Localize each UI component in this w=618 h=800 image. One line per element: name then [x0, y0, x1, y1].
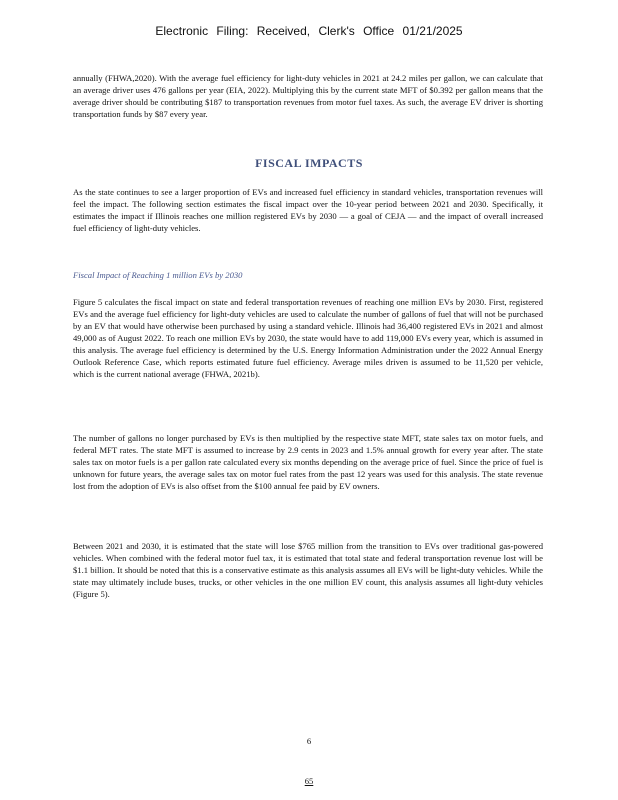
paragraph-section-intro: As the state continues to see a larger proportion of EVs and increased fuel efficiency in standard vehicles, transportation revenues will feel the impact. The following section estimates the fiscal impact over the 10-year period between 2021 and 2030. Specifically, it estimates the impact if Illinois reaches one million registered EVs by 2030 — a goal of CEJA — and the impact of overall increased fuel efficiency of light-duty vehicles. — [73, 187, 543, 233]
page-number: 6 — [306, 736, 312, 746]
section-subheading: Fiscal Impact of Reaching 1 million EVs by 2030 — [73, 270, 243, 280]
paragraph-revenue-loss: Between 2021 and 2030, it is estimated that the state will lose $765 million from the transition to EVs over traditional gas-powered vehicles. When combined with the federal motor fuel tax, it is estimated that total state and federal transportation revenue lost will be $1.1 billion. It should be noted that this is a conservative estimate as this analysis assumes all EVs will be light-duty vehicles. While the state may ultimately include buses, trucks, or other vehicles in the one million EV count, this analysis assumes all light-duty vehicles (Figure 5). — [73, 541, 543, 599]
paragraph-figure-5-method: Figure 5 calculates the fiscal impact on state and federal transportation revenues of reaching one million EVs by 2030. First, registered EVs and the average fuel efficiency for light-duty vehicles are used to calculate the number of gallons of fuel that will not be purchased by an EV that would have otherwise been purchased by using a standard vehicle. Illinois had 36,400 registered EVs in 2021 and almost 49,000 as of August 2022. To reach one million EVs by 2030, the state would have to add 119,000 EVs every year, which is assumed in this analysis. The average fuel efficiency is determined by the U.S. Energy Information Administration under the 2022 Annual Energy Outlook Reference Case, which reports estimated future fuel efficiency. Average miles driven is assumed to be 11,520 per vehicle, which is the current national average (FHWA, 2021b). — [73, 297, 543, 379]
exhibit-number: 65 — [304, 776, 314, 786]
filing-stamp-header: Electronic Filing: Received, Clerk's Office 01/21/2025 — [155, 24, 463, 38]
paragraph-average-driver-contribution: annually (FHWA,2020). With the average fuel efficiency for light-duty vehicles in 2021 at 24.2 miles per gallon, we can calculate that an average driver uses 476 gallons per year (EIA, 2022). Multiplying this by the current state MFT of $0.392 per gallon means that the average driver should be contributing $187 to transportation revenues from motor fuel taxes. As such, the average EV driver is shorting transportation funds by $87 every year. — [73, 73, 543, 119]
paragraph-tax-rates: The number of gallons no longer purchased by EVs is then multiplied by the respective state MFT, state sales tax on motor fuels, and federal MFT rates. The state MFT is assumed to increase by 2.9 cents in 2023 and 1.5% annual growth for every year after. The state sales tax on motor fuels is a per gallon rate calculated every six months depending on the average price of fuel. Since the price of fuel is unknown for future years, the average sales tax on motor fuel rates from the past 12 years was used for this analysis. The state revenue lost from the adoption of EVs is also offset from the $100 annual fee paid by EV owners. — [73, 433, 543, 491]
section-heading: FISCAL IMPACTS — [255, 156, 363, 170]
